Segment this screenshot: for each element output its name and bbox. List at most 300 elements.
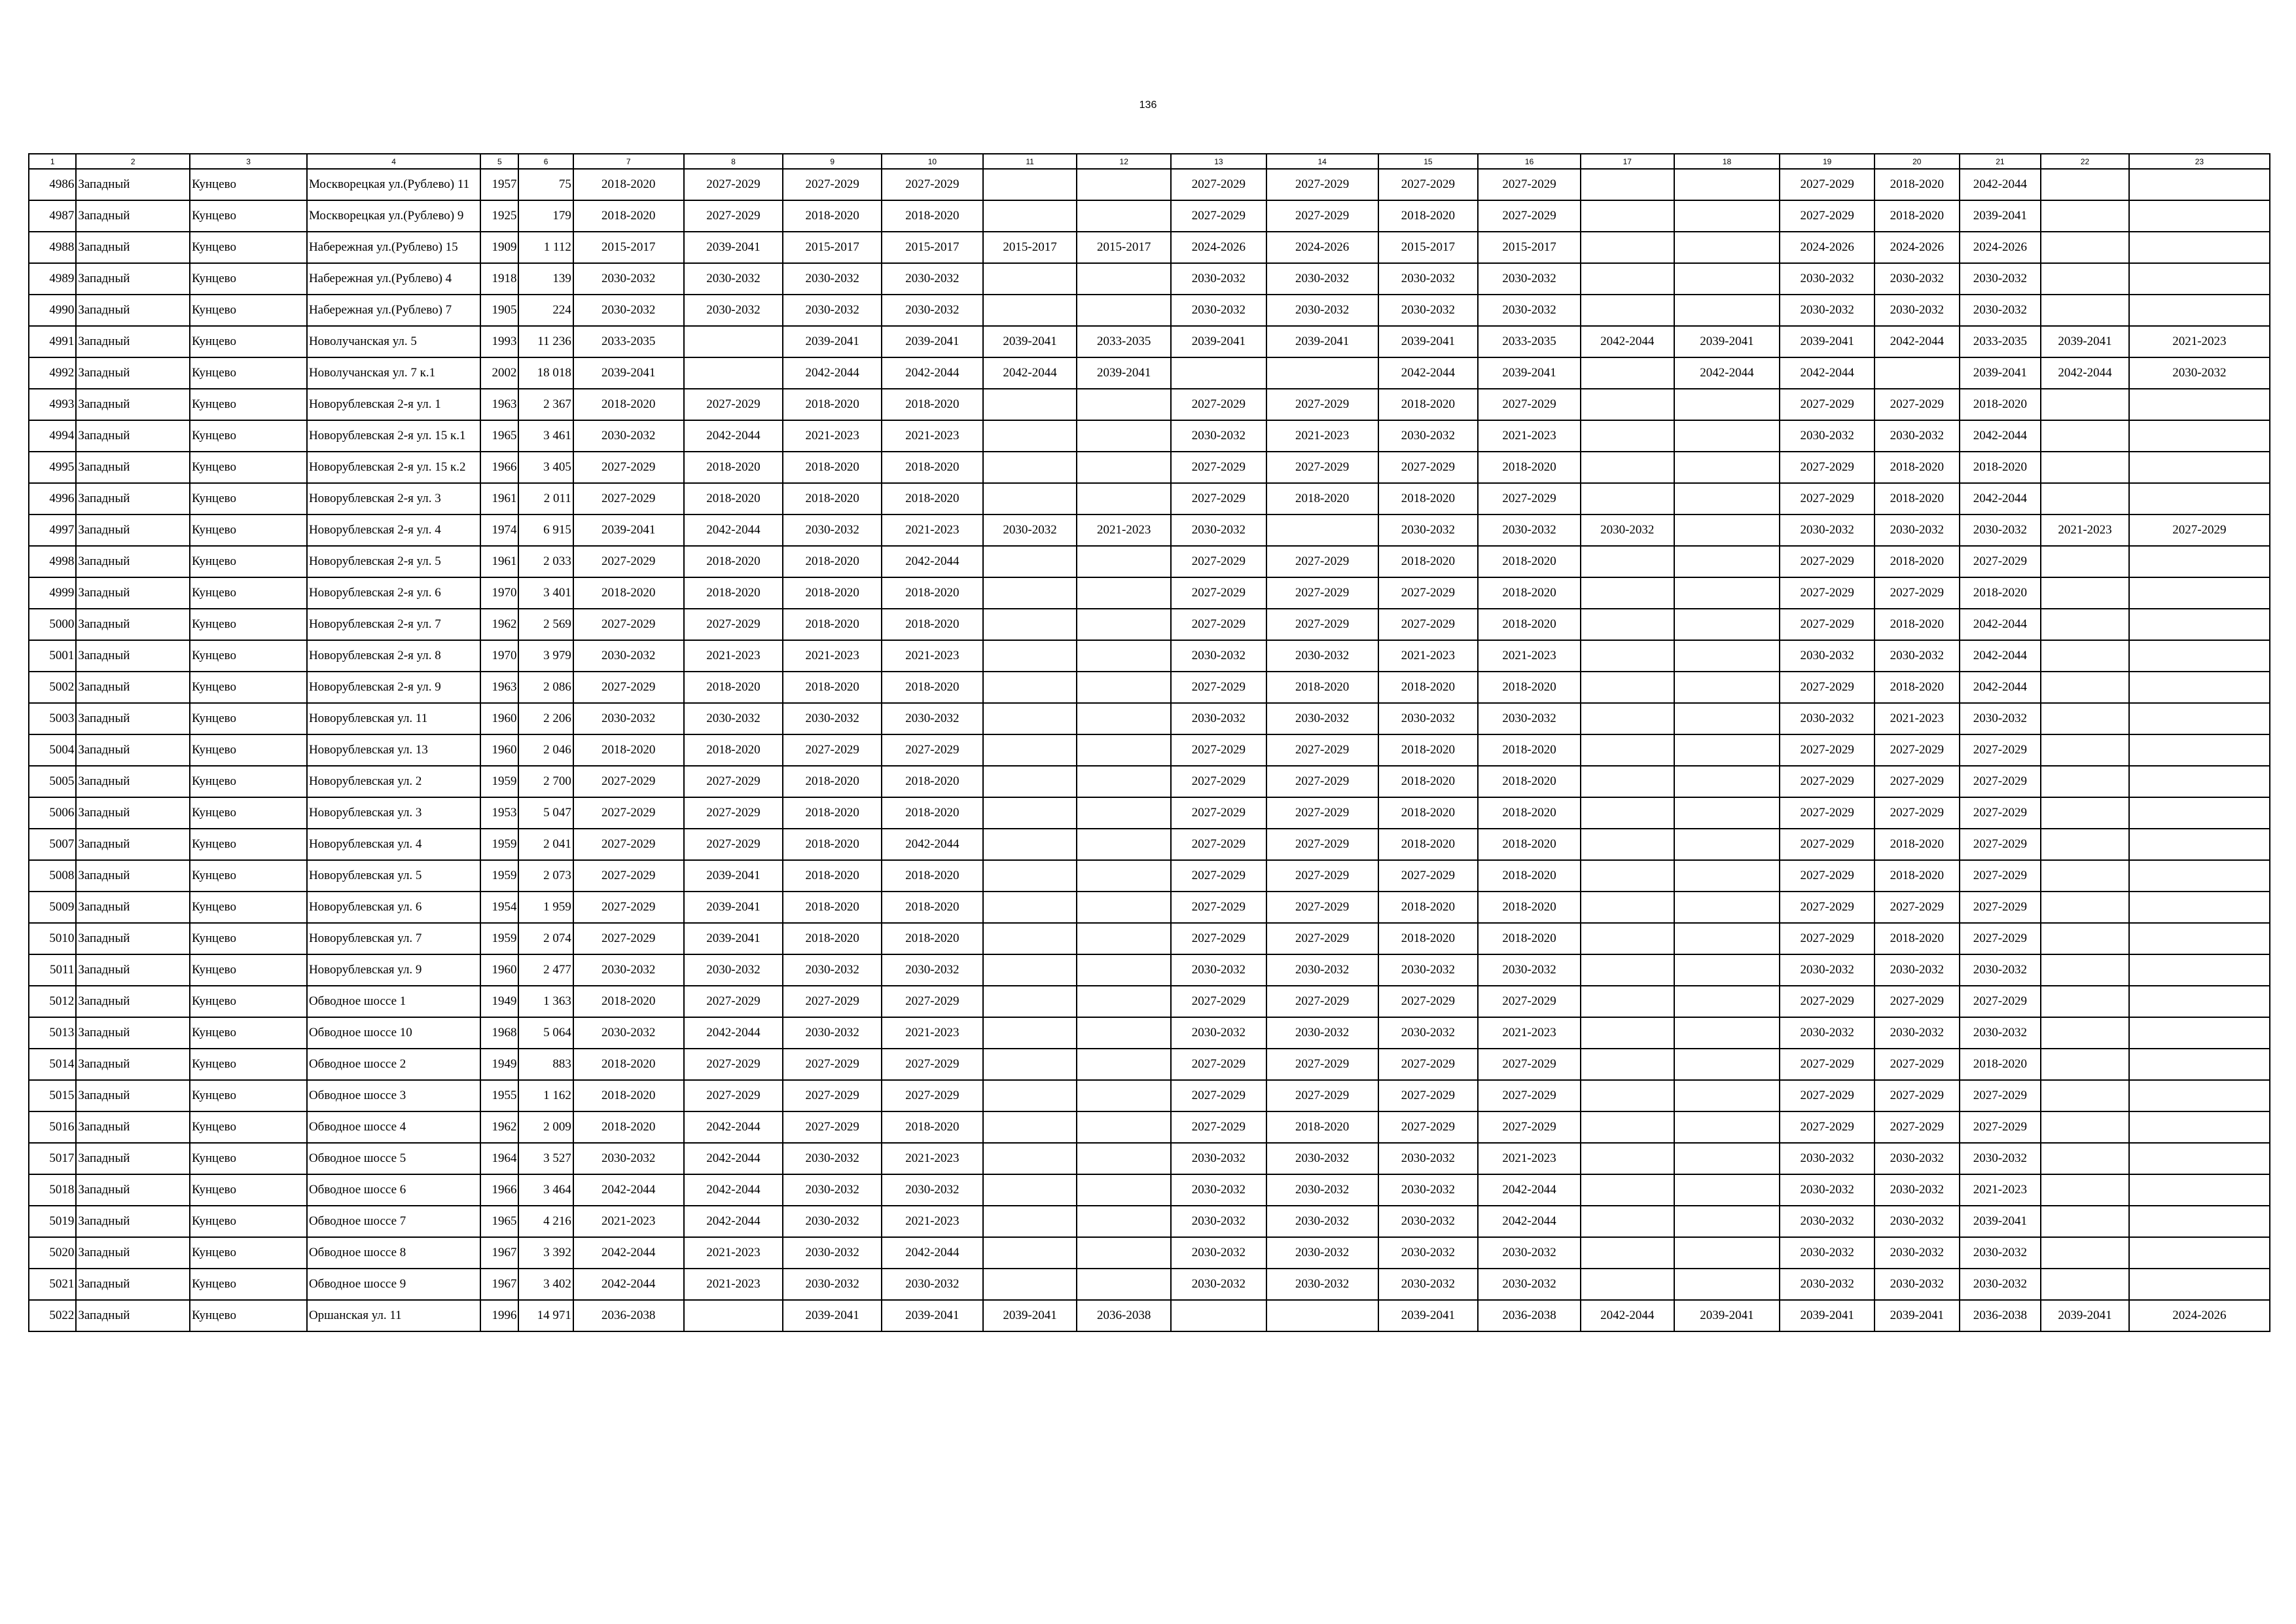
cell-period-17 [1581,766,1674,797]
cell-period-10: 2030-2032 [882,703,983,734]
cell-period-14: 2030-2032 [1266,1017,1378,1049]
table-row [29,1237,2270,1269]
cell-year: 1963 [480,672,518,703]
table-row [29,1206,2270,1237]
cell-area: Кунцево [190,1080,307,1111]
cell-period-7: 2018-2020 [573,986,684,1017]
cell-period-21: 2027-2029 [1960,923,2041,954]
cell-period-14: 2027-2029 [1266,734,1378,766]
cell-area-value: 2 073 [518,860,573,892]
cell-area-value: 2 074 [518,923,573,954]
cell-period-12 [1077,169,1171,200]
cell-period-23 [2129,420,2270,452]
cell-period-7: 2018-2020 [573,577,684,609]
cell-period-15: 2030-2032 [1378,514,1479,546]
cell-period-14: 2027-2029 [1266,1080,1378,1111]
cell-period-23 [2129,389,2270,420]
cell-district: Западный [76,263,190,295]
cell-period-16: 2027-2029 [1478,1111,1581,1143]
cell-period-17 [1581,1017,1674,1049]
cell-area-value: 2 367 [518,389,573,420]
cell-period-9: 2042-2044 [783,357,882,389]
cell-period-20: 2027-2029 [1874,892,1960,923]
cell-period-17 [1581,1237,1674,1269]
cell-period-23 [2129,1080,2270,1111]
cell-period-13: 2027-2029 [1171,609,1266,640]
cell-period-10: 2030-2032 [882,954,983,986]
page-number: 136 [1139,99,1157,111]
cell-period-22 [2041,420,2129,452]
cell-district: Западный [76,734,190,766]
cell-year: 1970 [480,640,518,672]
cell-period-10: 2018-2020 [882,1111,983,1143]
cell-period-17 [1581,672,1674,703]
column-header-11: 11 [983,154,1077,169]
cell-row-id: 4993 [29,389,76,420]
cell-period-18 [1674,986,1780,1017]
cell-year: 1957 [480,169,518,200]
cell-period-23 [2129,1049,2270,1080]
cell-period-22 [2041,829,2129,860]
cell-period-10: 2021-2023 [882,640,983,672]
cell-period-14: 2030-2032 [1266,1269,1378,1300]
cell-period-8 [684,1300,783,1331]
cell-period-21: 2042-2044 [1960,420,2041,452]
cell-period-19: 2027-2029 [1780,892,1874,923]
cell-year: 1968 [480,1017,518,1049]
cell-period-15: 2021-2023 [1378,640,1479,672]
cell-period-20: 2030-2032 [1874,1174,1960,1206]
cell-area-value: 1 162 [518,1080,573,1111]
cell-area-value: 2 700 [518,766,573,797]
cell-district: Западный [76,546,190,577]
cell-area: Кунцево [190,452,307,483]
cell-area: Кунцево [190,483,307,514]
cell-period-21: 2027-2029 [1960,546,2041,577]
cell-area-value: 3 979 [518,640,573,672]
cell-period-22 [2041,577,2129,609]
cell-period-20: 2042-2044 [1874,326,1960,357]
cell-period-23 [2129,609,2270,640]
cell-period-21: 2039-2041 [1960,357,2041,389]
cell-period-20: 2018-2020 [1874,546,1960,577]
cell-period-20: 2018-2020 [1874,860,1960,892]
cell-period-22 [2041,1143,2129,1174]
cell-year: 1905 [480,295,518,326]
cell-period-10: 2021-2023 [882,1143,983,1174]
cell-period-20: 2024-2026 [1874,232,1960,263]
cell-period-8: 2027-2029 [684,389,783,420]
cell-period-15: 2018-2020 [1378,389,1479,420]
cell-period-20: 2021-2023 [1874,703,1960,734]
cell-area-value: 1 959 [518,892,573,923]
cell-period-11 [983,986,1077,1017]
column-header-8: 8 [684,154,783,169]
cell-period-15: 2027-2029 [1378,860,1479,892]
cell-period-13: 2030-2032 [1171,295,1266,326]
cell-year: 1959 [480,923,518,954]
cell-period-23 [2129,546,2270,577]
cell-period-19: 2039-2041 [1780,326,1874,357]
column-header-1: 1 [29,154,76,169]
cell-period-15: 2018-2020 [1378,200,1479,232]
cell-period-16: 2018-2020 [1478,797,1581,829]
cell-period-17 [1581,169,1674,200]
cell-period-15: 2027-2029 [1378,609,1479,640]
cell-period-22 [2041,1080,2129,1111]
cell-period-22 [2041,1017,2129,1049]
cell-period-11 [983,1049,1077,1080]
cell-period-12 [1077,703,1171,734]
cell-period-9: 2030-2032 [783,703,882,734]
cell-period-23: 2024-2026 [2129,1300,2270,1331]
cell-period-13 [1171,1300,1266,1331]
cell-period-21: 2021-2023 [1960,1174,2041,1206]
cell-row-id: 4990 [29,295,76,326]
cell-period-22 [2041,295,2129,326]
cell-period-21: 2030-2032 [1960,703,2041,734]
table-row [29,1300,2270,1331]
table-row [29,986,2270,1017]
cell-address: Обводное шоссе 10 [307,1017,480,1049]
cell-period-13: 2030-2032 [1171,1174,1266,1206]
cell-area-value: 2 086 [518,672,573,703]
cell-district: Западный [76,923,190,954]
cell-district: Западный [76,986,190,1017]
column-header-19: 19 [1780,154,1874,169]
cell-row-id: 4992 [29,357,76,389]
cell-period-15: 2018-2020 [1378,766,1479,797]
cell-period-8: 2042-2044 [684,514,783,546]
cell-period-9: 2018-2020 [783,923,882,954]
column-number-row [29,154,2270,169]
cell-address: Оршанская ул. 11 [307,1300,480,1331]
table-row [29,200,2270,232]
cell-area: Кунцево [190,1174,307,1206]
cell-row-id: 4991 [29,326,76,357]
cell-period-17 [1581,1174,1674,1206]
cell-row-id: 5020 [29,1237,76,1269]
cell-year: 1964 [480,1143,518,1174]
cell-area: Кунцево [190,1049,307,1080]
cell-district: Западный [76,829,190,860]
column-header-13: 13 [1171,154,1266,169]
cell-period-22 [2041,640,2129,672]
cell-period-9: 2021-2023 [783,420,882,452]
cell-period-19: 2027-2029 [1780,797,1874,829]
cell-period-8: 2042-2044 [684,1206,783,1237]
cell-period-21: 2039-2041 [1960,200,2041,232]
data-table [28,153,2270,1332]
cell-period-19: 2027-2029 [1780,1111,1874,1143]
cell-period-17 [1581,232,1674,263]
cell-period-14: 2018-2020 [1266,1111,1378,1143]
cell-period-13: 2027-2029 [1171,892,1266,923]
cell-period-16: 2030-2032 [1478,1237,1581,1269]
cell-period-8 [684,326,783,357]
cell-district: Западный [76,326,190,357]
cell-period-23 [2129,1143,2270,1174]
cell-area-value: 3 392 [518,1237,573,1269]
cell-period-17 [1581,860,1674,892]
cell-period-9: 2018-2020 [783,672,882,703]
cell-period-11 [983,483,1077,514]
cell-row-id: 5010 [29,923,76,954]
cell-period-15: 2018-2020 [1378,546,1479,577]
cell-period-11 [983,200,1077,232]
cell-period-8: 2042-2044 [684,1174,783,1206]
cell-period-14: 2027-2029 [1266,923,1378,954]
cell-period-8: 2039-2041 [684,860,783,892]
cell-period-16: 2018-2020 [1478,577,1581,609]
column-header-5: 5 [480,154,518,169]
cell-period-12 [1077,1049,1171,1080]
cell-period-18 [1674,577,1780,609]
cell-period-18 [1674,829,1780,860]
cell-period-19: 2027-2029 [1780,986,1874,1017]
cell-period-21: 2027-2029 [1960,892,2041,923]
cell-period-16: 2021-2023 [1478,1017,1581,1049]
cell-period-14: 2027-2029 [1266,577,1378,609]
cell-period-12 [1077,577,1171,609]
cell-period-7: 2042-2044 [573,1237,684,1269]
cell-period-17 [1581,577,1674,609]
cell-period-8: 2018-2020 [684,734,783,766]
cell-period-7: 2027-2029 [573,797,684,829]
cell-period-18 [1674,1174,1780,1206]
cell-period-10: 2042-2044 [882,829,983,860]
cell-period-11 [983,829,1077,860]
cell-district: Западный [76,1206,190,1237]
cell-period-9: 2015-2017 [783,232,882,263]
cell-row-id: 5007 [29,829,76,860]
cell-period-20: 2030-2032 [1874,1237,1960,1269]
cell-period-16: 2018-2020 [1478,609,1581,640]
column-header-15: 15 [1378,154,1479,169]
cell-period-9: 2027-2029 [783,1111,882,1143]
cell-area: Кунцево [190,232,307,263]
cell-period-13: 2027-2029 [1171,169,1266,200]
cell-period-18 [1674,1269,1780,1300]
cell-period-7: 2042-2044 [573,1269,684,1300]
cell-period-7: 2027-2029 [573,766,684,797]
cell-year: 1967 [480,1237,518,1269]
cell-period-21: 2036-2038 [1960,1300,2041,1331]
cell-period-7: 2021-2023 [573,1206,684,1237]
cell-period-16: 2018-2020 [1478,766,1581,797]
cell-period-18 [1674,609,1780,640]
cell-area-value: 6 915 [518,514,573,546]
cell-period-21: 2030-2032 [1960,954,2041,986]
cell-period-14 [1266,514,1378,546]
cell-area-value: 14 971 [518,1300,573,1331]
cell-period-15: 2030-2032 [1378,295,1479,326]
cell-period-17 [1581,483,1674,514]
cell-period-11: 2030-2032 [983,514,1077,546]
cell-period-14: 2027-2029 [1266,986,1378,1017]
cell-period-10: 2042-2044 [882,546,983,577]
cell-district: Западный [76,452,190,483]
cell-period-19: 2027-2029 [1780,577,1874,609]
cell-period-12: 2036-2038 [1077,1300,1171,1331]
cell-period-16: 2027-2029 [1478,1049,1581,1080]
cell-period-22: 2042-2044 [2041,357,2129,389]
table-row [29,1143,2270,1174]
cell-period-8: 2018-2020 [684,577,783,609]
column-header-10: 10 [882,154,983,169]
cell-area-value: 2 206 [518,703,573,734]
table-row [29,452,2270,483]
cell-year: 1966 [480,452,518,483]
cell-period-15: 2018-2020 [1378,829,1479,860]
table-row [29,672,2270,703]
cell-period-20: 2030-2032 [1874,514,1960,546]
cell-period-10: 2042-2044 [882,1237,983,1269]
cell-period-20: 2027-2029 [1874,1080,1960,1111]
cell-period-11 [983,797,1077,829]
cell-year: 1967 [480,1269,518,1300]
cell-period-20: 2030-2032 [1874,420,1960,452]
cell-period-7: 2033-2035 [573,326,684,357]
cell-period-8: 2027-2029 [684,986,783,1017]
cell-period-12 [1077,797,1171,829]
cell-period-19: 2027-2029 [1780,829,1874,860]
cell-period-13: 2027-2029 [1171,986,1266,1017]
cell-year: 1960 [480,734,518,766]
cell-district: Западный [76,954,190,986]
cell-period-20: 2027-2029 [1874,1111,1960,1143]
cell-period-14: 2018-2020 [1266,672,1378,703]
cell-period-17: 2042-2044 [1581,1300,1674,1331]
cell-period-11: 2039-2041 [983,1300,1077,1331]
cell-period-16: 2027-2029 [1478,169,1581,200]
cell-area: Кунцево [190,797,307,829]
cell-period-18 [1674,200,1780,232]
cell-period-15: 2030-2032 [1378,420,1479,452]
cell-period-22 [2041,860,2129,892]
cell-period-23 [2129,452,2270,483]
cell-period-10: 2027-2029 [882,169,983,200]
cell-area: Кунцево [190,1206,307,1237]
cell-period-13: 2027-2029 [1171,734,1266,766]
cell-period-9: 2018-2020 [783,483,882,514]
cell-period-23 [2129,734,2270,766]
cell-period-22: 2039-2041 [2041,326,2129,357]
cell-period-9: 2039-2041 [783,1300,882,1331]
cell-period-8: 2039-2041 [684,232,783,263]
cell-period-7: 2030-2032 [573,295,684,326]
cell-district: Западный [76,1237,190,1269]
cell-year: 1966 [480,1174,518,1206]
cell-area: Кунцево [190,954,307,986]
cell-address: Обводное шоссе 9 [307,1269,480,1300]
cell-period-18 [1674,892,1780,923]
cell-year: 1974 [480,514,518,546]
cell-period-13: 2030-2032 [1171,1143,1266,1174]
cell-period-23: 2030-2032 [2129,357,2270,389]
cell-row-id: 5019 [29,1206,76,1237]
cell-district: Западный [76,1049,190,1080]
cell-address: Обводное шоссе 2 [307,1049,480,1080]
cell-period-7: 2027-2029 [573,672,684,703]
cell-period-13: 2027-2029 [1171,483,1266,514]
cell-period-9: 2030-2032 [783,1206,882,1237]
cell-period-21: 2030-2032 [1960,1143,2041,1174]
cell-period-7: 2018-2020 [573,200,684,232]
cell-period-16: 2027-2029 [1478,389,1581,420]
cell-period-22 [2041,986,2129,1017]
cell-period-15: 2030-2032 [1378,1206,1479,1237]
cell-period-17 [1581,546,1674,577]
cell-period-16: 2021-2023 [1478,420,1581,452]
cell-period-12 [1077,829,1171,860]
cell-period-12 [1077,1206,1171,1237]
cell-period-8: 2030-2032 [684,263,783,295]
cell-period-11 [983,672,1077,703]
cell-period-14: 2018-2020 [1266,483,1378,514]
cell-area: Кунцево [190,703,307,734]
cell-period-20: 2018-2020 [1874,169,1960,200]
cell-year: 1925 [480,200,518,232]
cell-district: Западный [76,1080,190,1111]
cell-period-20: 2027-2029 [1874,766,1960,797]
cell-area-value: 3 402 [518,1269,573,1300]
cell-row-id: 5005 [29,766,76,797]
table-row [29,295,2270,326]
cell-period-12 [1077,1237,1171,1269]
cell-period-18 [1674,483,1780,514]
cell-period-21: 2027-2029 [1960,829,2041,860]
cell-period-14: 2030-2032 [1266,263,1378,295]
cell-address: Набережная ул.(Рублево) 7 [307,295,480,326]
cell-area: Кунцево [190,923,307,954]
cell-period-7: 2027-2029 [573,546,684,577]
cell-year: 1970 [480,577,518,609]
cell-area: Кунцево [190,892,307,923]
cell-period-18 [1674,1017,1780,1049]
cell-row-id: 4988 [29,232,76,263]
cell-period-8: 2027-2029 [684,766,783,797]
cell-period-12 [1077,986,1171,1017]
cell-period-12 [1077,263,1171,295]
cell-period-11 [983,1237,1077,1269]
cell-period-11 [983,1174,1077,1206]
table-row [29,232,2270,263]
cell-period-11 [983,1111,1077,1143]
cell-period-16: 2039-2041 [1478,357,1581,389]
cell-period-20: 2027-2029 [1874,797,1960,829]
cell-period-19: 2027-2029 [1780,923,1874,954]
cell-period-11 [983,1017,1077,1049]
cell-district: Западный [76,169,190,200]
cell-period-19: 2027-2029 [1780,389,1874,420]
cell-row-id: 4998 [29,546,76,577]
cell-year: 1965 [480,1206,518,1237]
cell-period-16: 2030-2032 [1478,263,1581,295]
cell-year: 1961 [480,483,518,514]
cell-year: 1954 [480,892,518,923]
cell-period-9: 2030-2032 [783,295,882,326]
cell-period-15: 2018-2020 [1378,483,1479,514]
cell-district: Западный [76,609,190,640]
cell-district: Западный [76,1143,190,1174]
cell-period-22: 2039-2041 [2041,1300,2129,1331]
cell-row-id: 5017 [29,1143,76,1174]
cell-area: Кунцево [190,357,307,389]
cell-period-16: 2018-2020 [1478,892,1581,923]
cell-address: Москворецкая ул.(Рублево) 9 [307,200,480,232]
cell-period-13: 2030-2032 [1171,1269,1266,1300]
